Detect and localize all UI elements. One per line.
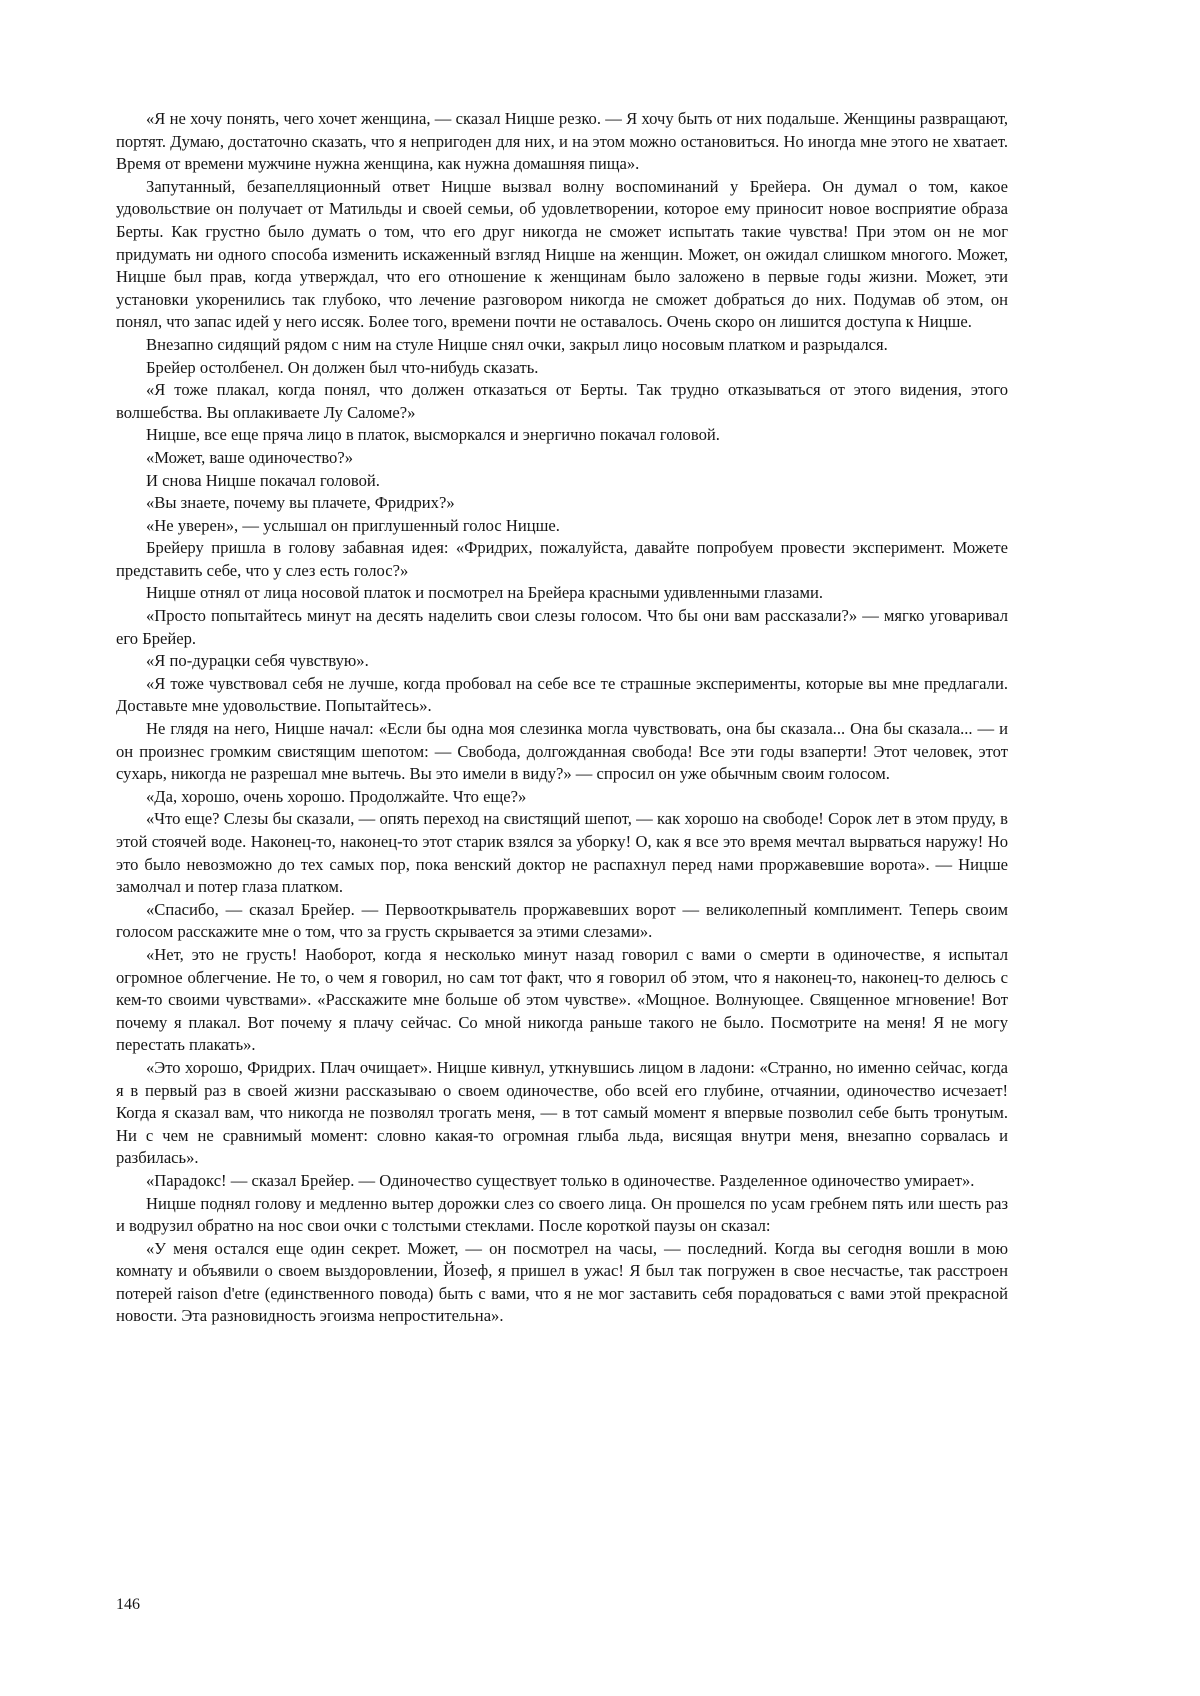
- paragraph: «Я тоже плакал, когда понял, что должен отказаться от Берты. Так трудно отказываться от этого видения, этого волшебства. Вы оплакиваете Лу Саломе?»: [116, 380, 1008, 422]
- paragraph: «Спасибо, — сказал Брейер. — Первооткрыватель проржавевших ворот — великолепный комплимент. Теперь своим голосом расскажите мне о том, что за грусть скрывается за этими слезами».: [116, 899, 1008, 942]
- paragraph: Внезапно сидящий рядом с ним на стуле Ницше снял очки, закрыл лицо носовым платком и разрыдался.: [146, 334, 888, 354]
- paragraph: «Я не хочу понять, чего хочет женщина, — сказал Ницше резко. — Я хочу быть от них подальше. Женщины развращают, портят. Думаю, достаточно сказать, что я непригоден для них, и на этом можно остановиться. Но иногда мне этого не хватает. Время от времени мужчине нужна женщина, как нужна домашняя пища».: [116, 109, 1008, 174]
- paragraph: «Я тоже чувствовал себя не лучше, когда пробовал на себе все те страшные эксперименты, которые вы мне предлагали. Доставьте мне удовольствие. Попытайтесь».: [116, 673, 1008, 716]
- paragraph: «Это хорошо, Фридрих. Плач очищает». Ницше кивнул, уткнувшись лицом в ладони: «Странно, но именно сейчас, когда я в первый раз в своей жизни рассказываю о своем одиночестве, обо всей его глубине, отчаянии, одиночество исчезает! Когда я сказал вам, что никогда не позволял трогать меня, — в тот самый момент я впервые позволил себе быть тронутым. Ни с чем не сравнимый момент: словно какая-то огромная глыба льда, висящая внутри меня, внезапно сорвалась и разбилась».: [116, 1057, 1008, 1168]
- paragraph: Ницше, все еще пряча лицо в платок, высморкался и энергично покачал головой.: [146, 425, 720, 445]
- paragraph: «Просто попытайтесь минут на десять наделить свои слезы голосом. Что бы они вам рассказали?» — мягко уговаривал его Брейер.: [116, 606, 1008, 648]
- paragraph: Ницше поднял голову и медленно вытер дорожки слез со своего лица. Он прошелся по усам гребнем пять или шесть раз и водрузил обратно на нос свои очки с толстыми стеклами. После короткой паузы он сказал:: [116, 1193, 1008, 1236]
- paragraph: «Может, ваше одиночество?»: [146, 447, 354, 467]
- paragraph: Брейеру пришла в голову забавная идея: «Фридрих, пожалуйста, давайте попробуем провести эксперимент. Можете представить себе, что у слез есть голос?»: [116, 538, 1008, 580]
- paragraph: Запутанный, безапелляционный ответ Ницше вызвал волну воспоминаний у Брейера. Он думал о том, какое удовольствие он получает от Матильды и своей семьи, об удовлетворении, которое ему приносит новое восприятие образа Берты. Как грустно было думать о том, что его друг никогда не сможет испытать такие чувства! При этом он не мог придумать ни одного способа изменить искаженный взгляд Ницше на женщин. Может, он ожидал слишком многого. Может, Ницше был прав, когда утверждал, что его отношение к женщинам было заложено в первые годы жизни. Может, эти установки укоренились так глубоко, что лечение разговором никогда не сможет добраться до них. Подумав об этом, он понял, что запас идей у него иссяк. Более того, времени почти не оставалось. Очень скоро он лишится доступа к Ницше.: [116, 176, 1008, 332]
- paragraph: «Что еще? Слезы бы сказали, — опять переход на свистящий шепот, — как хорошо на свободе! Сорок лет в этом пруду, в этой стоячей воде. Наконец-то, наконец-то этот старик взялся за уборку! О, как я все это время мечтал вырваться наружу! Но это было невозможно до тех самых пор, пока венский доктор не распахнул перед нами проржавевшие ворота». — Ницше замолчал и потер глаза платком.: [116, 809, 1008, 897]
- page-body: [116, 108, 1008, 1328]
- page-number: 146: [116, 1596, 140, 1613]
- paragraph: И снова Ницше покачал головой.: [146, 470, 380, 490]
- paragraph: «Не уверен», — услышал он приглушенный голос Ницше.: [146, 515, 560, 535]
- paragraph: Ницше отнял от лица носовой платок и посмотрел на Брейера красными удивленными глазами.: [146, 583, 824, 603]
- paragraph: «Вы знаете, почему вы плачете, Фридрих?»: [146, 493, 455, 513]
- paragraph: Брейер остолбенел. Он должен был что-нибудь сказать.: [146, 357, 539, 377]
- paragraph: «Парадокс! — сказал Брейер. — Одиночество существует только в одиночестве. Разделенное одиночество умирает».: [146, 1170, 975, 1190]
- paragraph: «Да, хорошо, очень хорошо. Продолжайте. Что еще?»: [146, 786, 527, 806]
- paragraph: «Нет, это не грусть! Наоборот, когда я несколько минут назад говорил с вами о смерти в одиночестве, я испытал огромное облегчение. Не то, о чем я говорил, но сам тот факт, что я говорил об этом, что я наконец-то, наконец-то делюсь с кем-то своими чувствами». «Расскажите мне больше об этом чувстве». «Мощное. Волнующее. Священное мгновение! Вот почему я плакал. Вот почему я плачу сейчас. Со мной никогда раньше такого не было. Посмотрите на меня! Я не могу перестать плакать».: [116, 944, 1008, 1055]
- paragraph: «У меня остался еще один секрет. Может, — он посмотрел на часы, — последний. Когда вы сегодня вошли в мою комнату и объявили о своем выздоровлении, Йозеф, я пришел в ужас! Я был так погружен в свое несчастье, так расстроен потерей raison d'etre (единственного повода) быть с вами, что я не мог заставить себя порадоваться с вами этой прекрасной новости. Эта разновидность эгоизма непростительна».: [116, 1238, 1008, 1326]
- paragraph: Не глядя на него, Ницше начал: «Если бы одна моя слезинка могла чувствовать, она бы сказала... Она бы сказала... — и он произнес громким свистящим шепотом: — Свобода, долгожданная свобода! Все эти годы взаперти! Этот человек, этот сухарь, никогда не разрешал мне вытечь. Вы это имели в виду?» — спросил он уже обычным своим голосом.: [116, 719, 1008, 784]
- paragraph: «Я по-дурацки себя чувствую».: [146, 651, 369, 671]
